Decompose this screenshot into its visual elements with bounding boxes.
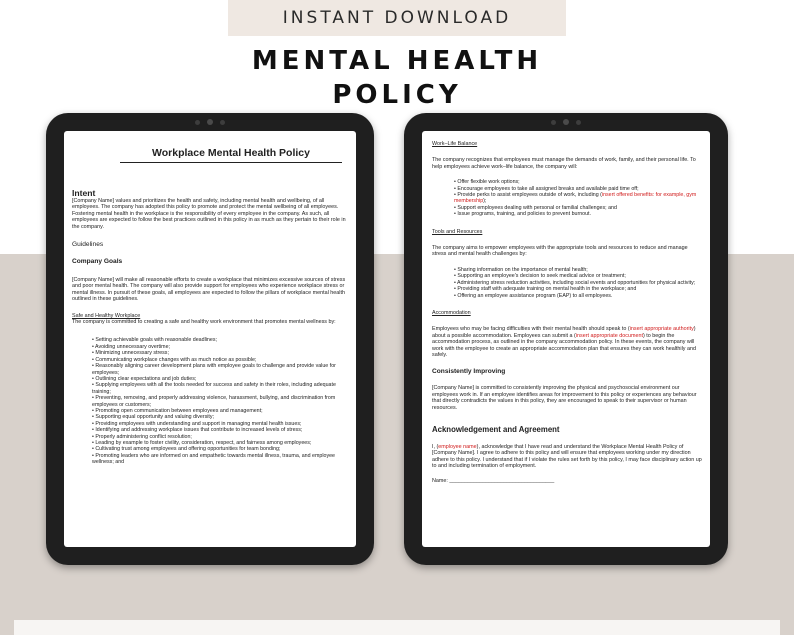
list-item: • Supplying employees with all the tools needed for success and safety in their roles, including adequate training;: [92, 382, 336, 395]
list-item: • Issue programs, training, and policies to prevent burnout.: [454, 211, 592, 218]
document-page-1: [64, 131, 356, 547]
placeholder-employee-name: employee name: [438, 443, 477, 450]
company-goals-heading: Company Goals: [72, 258, 123, 266]
work-life-balance-heading: Work–Life Balance: [432, 141, 478, 147]
list-item: • Properly administering conflict resolution;: [92, 433, 192, 440]
list-item: • Setting achievable goals with reasonable deadlines;: [92, 337, 217, 344]
list-item: • Encourage employees to take all assigned breaks and available paid time off;: [454, 185, 639, 192]
list-item: • Providing staff with adequate training on mental health in the workplace; and: [454, 286, 637, 293]
tools-resources-list: [432, 267, 702, 299]
list-item: • Cultivating trust among employees and offering opportunities for team bonding;: [92, 446, 281, 453]
product-title: [0, 44, 794, 112]
acknowledgement-text: [432, 444, 702, 470]
list-item: • Minimizing unnecessary stress;: [92, 350, 169, 357]
tools-resources-heading: Tools and Resources: [432, 228, 483, 235]
list-item: • Supporting equal opportunity and valuing diversity;: [92, 414, 214, 421]
text-segment: ) about a possible accommodation. Employees can submit a (: [432, 326, 696, 339]
list-item: • Leading by example to foster civility, consideration, respect, and fairness among employees;: [92, 439, 312, 446]
list-item: • Reasonably aligning career development plans with employee goals to challenge and provide value for employees;: [92, 363, 336, 376]
bottom-strip: [14, 620, 780, 635]
document-page-2: [422, 131, 710, 547]
list-item: • Avoiding unnecessary overtime;: [92, 343, 171, 350]
guidelines-heading: Guidelines: [72, 241, 104, 249]
intent-heading: Intent: [72, 188, 96, 198]
tablet-left: [46, 113, 374, 565]
acknowledgement-heading: Acknowledgement and Agreement: [432, 424, 560, 434]
list-item-text: );: [483, 198, 487, 205]
accommodation-heading: Accommodation: [432, 309, 471, 316]
camera-icon: [551, 119, 581, 125]
placeholder-document: insert appropriate document: [575, 332, 643, 339]
list-item: • Supporting an employee's decision to seek medical advice or treatment;: [454, 273, 626, 280]
list-item-text: • Provide perks to assist employees outside of work, including (: [454, 192, 602, 199]
placeholder-authority: insert appropriate authority: [629, 326, 694, 333]
intent-text: [Company Name] values and prioritizes the health and safety, including mental health and wellbeing, of all employees. The company has adopted this policy to promote and protect the mental wellbeing of all employees. Fostering mental health in the workplace is the responsibility of every employee in the company. As such, all employees are expected to follow the best practices outlined in this policy in as much as they pertain to their role in the company.: [72, 198, 346, 230]
text-segment: I, (: [432, 443, 439, 450]
company-goals-text: [Company Name] will make all reasonable efforts to create a workplace that minimizes excessive sources of stress and poor mental health. The company will also provide support for employees who experience workplace stress or mental illness. In pursuit of these goals, all employees are expected to follow the pillars of workplace mental health outlined in these guidelines.: [72, 277, 346, 303]
list-item: • Providing employees with understanding and support in managing mental health issues;: [92, 420, 302, 427]
list-item: • Offer flexible work options;: [454, 179, 520, 186]
accommodation-text: [432, 326, 702, 358]
list-item: • Support employees dealing with personal or familial challenges; and: [454, 204, 617, 211]
title-line-1: MENTAL HEALTH: [251, 46, 543, 76]
list-item: • Identifying and addressing workplace issues that contribute to increased levels of stress;: [92, 427, 303, 434]
list-item: • Promoting open communication between employees and management;: [92, 407, 263, 414]
list-item: • Sharing information on the importance of mental health;: [454, 266, 588, 273]
work-life-balance-list: [432, 179, 702, 217]
text-segment: ) to begin the accommodation process, as outlined in the company accommodation policy. In these events, the company will work with the employee to create an appropriate accommodation plan that ensures they can work healthily and safely.: [432, 332, 696, 358]
list-item: • Promoting leaders who are informed on and empathetic towards mental illness, trauma, and employee wellness; and: [92, 452, 335, 466]
text-segment: ), acknowledge that I have read and understand the Workplace Mental Health Policy of [Company Name]. I agree to adhere to this policy and will ensure that employees working under my direction adhere to this policy. I understand that if I violate the rules set forth by this policy, I may face disciplinary action up to and including termination of employment.: [432, 443, 702, 470]
safe-workplace-text: The company is committed to creating a safe and healthy work environment that promotes mental wellness by:: [72, 319, 336, 326]
title-line-2: POLICY: [332, 80, 462, 110]
tools-resources-text: The company aims to empower employees with the appropriate tools and resources to reduce and manage stress and mental health challenges by:: [432, 245, 688, 258]
list-item: • Administering stress reduction activities, including social events and opportunities for physical activity;: [454, 279, 696, 286]
document-title: Workplace Mental Health Policy: [120, 147, 342, 163]
camera-icon: [195, 119, 225, 125]
list-item: [454, 192, 702, 205]
list-item: • Offering an employee assistance program (EAP) to all employees.: [454, 292, 613, 299]
placeholder-benefits: insert offered benefits: for example, gym membership: [454, 192, 697, 205]
list-item: • Communicating workplace changes with as much notice as possible;: [92, 356, 257, 363]
instant-download-banner: INSTANT DOWNLOAD: [228, 0, 566, 36]
work-life-balance-text: The company recognizes that employees must manage the demands of work, family, and their personal life. To help employees achieve work–life balance, the company will:: [432, 157, 696, 170]
consistently-improving-heading: Consistently Improving: [432, 368, 506, 376]
safe-workplace-heading: Safe and Healthy Workplace: [72, 312, 141, 319]
list-item: • Outlining clear expectations and job duties;: [92, 375, 197, 382]
text-segment: Employees who may be facing difficulties with their mental health should speak to (: [432, 326, 630, 333]
tablet-right: [404, 113, 728, 565]
name-signature-line: Name: ___________________________________: [432, 477, 555, 484]
consistently-improving-text: [Company Name] is committed to consistently improving the physical and psychosocial environment our employees work in. If an employee identifies areas for improvement to this policy or experiences any behaviour that directly contradicts the values in this policy, they are encouraged to speak to their supervisor or human resources.: [432, 385, 697, 411]
list-item: • Preventing, removing, and properly addressing violence, harassment, bullying, and discrimination from employees or customers;: [92, 395, 336, 408]
safe-workplace-list: [72, 337, 348, 465]
